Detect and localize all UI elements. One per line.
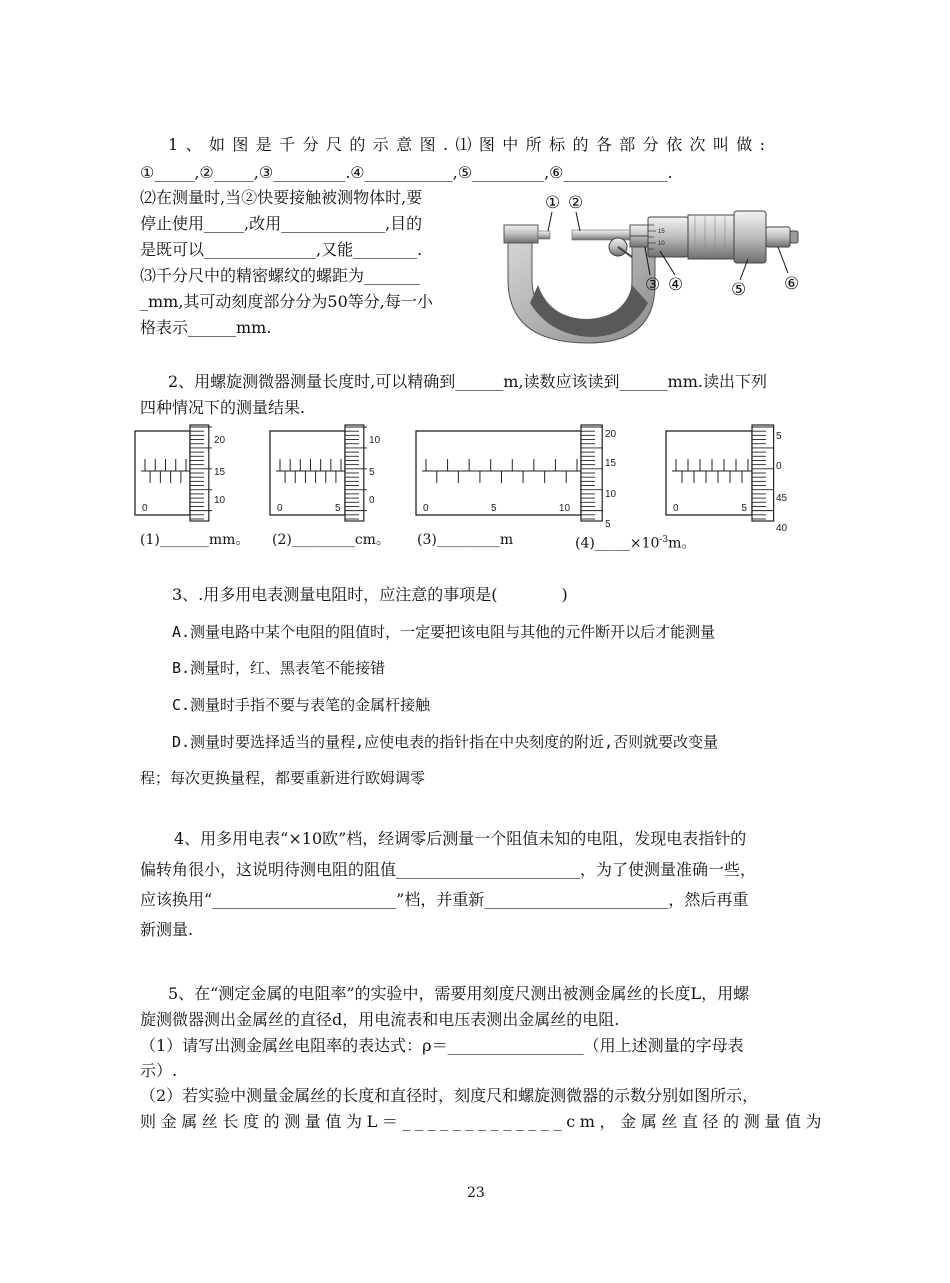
- gauge2-main-label: 0: [277, 503, 283, 514]
- q1-line5: 是既可以______________,又能________.: [140, 240, 423, 259]
- label-4: ④: [668, 275, 684, 294]
- gauge3-main-label: 10: [558, 503, 571, 514]
- q4-line3: 应该换用“_______________________”档，并重新_______________________，然后再重: [140, 890, 749, 909]
- q2-line2: 四种情况下的测量结果.: [140, 398, 306, 417]
- gauge3-unit: m: [499, 532, 514, 548]
- q5-line5: （2）若实验中测量金属丝的长度和直径时，刻度尺和螺旋测微器的示数分别如图所示，: [140, 1086, 759, 1105]
- label-6: ⑥: [784, 274, 800, 293]
- ratchet-knob: [766, 227, 790, 247]
- q3-option-d-line2: 程；每次更换量程，都要重新进行欧姆调零: [140, 769, 426, 787]
- gauge2-prefix: (2): [272, 532, 292, 548]
- q5-line2: 旋测微器测出金属丝的直径d，用电流表和电压表测出金属丝的电阻.: [140, 1010, 620, 1029]
- gauge4-exp: -3: [659, 535, 669, 545]
- gauge3-thimble-label: 5: [605, 519, 611, 530]
- gauge1-thimble-label: 10: [214, 495, 226, 506]
- gauge1-thimble-label: 20: [214, 435, 226, 446]
- q5-line3: （1）请写出测金属丝电阻率的表达式：ρ＝_________________（用上述测量的字母表: [140, 1036, 744, 1055]
- anvil: [504, 225, 538, 243]
- gauge2-blank[interactable]: _________: [291, 532, 355, 548]
- thimble-mark-15: 15: [658, 229, 665, 235]
- gauge4-sleeve: [666, 431, 752, 515]
- gauge3-thimble-label: 10: [605, 489, 617, 500]
- gauge3-thimble-label: 15: [605, 458, 617, 469]
- gauge4-main-label: 0: [673, 503, 679, 514]
- micrometer-figure: [490, 185, 815, 345]
- page-number: 23: [467, 1185, 485, 1201]
- q5-line6: 则金属丝长度的测量值为L＝_____________cm，金属丝直径的测量值为: [140, 1112, 827, 1131]
- gauge2-answer: [272, 530, 390, 550]
- gauge1-blank[interactable]: _______: [159, 532, 209, 548]
- gauge-figures: [135, 425, 815, 534]
- q1-line8: 格表示______mm.: [140, 318, 272, 337]
- gauge3-answer: [417, 530, 513, 550]
- gauge3-thimble-label: 20: [605, 429, 617, 440]
- label-3: ③: [645, 275, 661, 294]
- gauge3-prefix: (3): [417, 532, 437, 548]
- gauge4-prefix: (4): [575, 535, 595, 552]
- ratchet-nut: [734, 211, 766, 263]
- q4-line2: 偏转角很小，这说明待测电阻的阻值_______________________，为了使测量准确一些，: [140, 860, 757, 879]
- q1-line1: 1、如图是千分尺的示意图.⑴图中所标的各部分依次叫做:: [168, 135, 773, 154]
- gauge2-thimble-label: 5: [369, 467, 375, 478]
- gauge1-thimble-label: 15: [214, 467, 226, 478]
- q2-line1: 2、用螺旋测微器测量长度时,可以精确到______m,读数应该读到______mm.读出下列: [168, 372, 767, 391]
- gauge2-main-label: 5: [334, 503, 341, 514]
- q1-line2: ①_____,②_____,③_________.④___________,⑤_________,⑥_____________.: [140, 163, 673, 182]
- gauge2-thimble-label: 0: [369, 495, 375, 506]
- q1-line7: _mm,其可动刻度部分分为50等分,每一小: [140, 292, 433, 311]
- gauge1-prefix: (1): [140, 532, 160, 548]
- q5-line4: 示）.: [140, 1061, 178, 1080]
- spindle: [572, 230, 632, 240]
- gauge4-thimble-label: 5: [776, 431, 782, 442]
- thimble-mark-10: 10: [658, 241, 665, 247]
- q3-option-d-line1: D.测量时要选择适当的量程,应使电表的指针指在中央刻度的附近,否则就要改变量: [172, 733, 719, 751]
- q3-option-c: C.测量时手指不要与表笔的金属杆接触: [172, 696, 431, 714]
- gauge4-thimble-label: 45: [776, 493, 788, 504]
- q4-line1: 4、用多用电表“×10欧”档，经调零后测量一个阻值未知的电阻，发现电表指针的: [174, 829, 747, 848]
- q1-line6: ⑶千分尺中的精密螺纹的螺距为_______: [140, 266, 421, 285]
- gauge4-answer: [575, 530, 695, 554]
- gauge3-main-label: 0: [423, 503, 429, 514]
- anvil-face: [538, 231, 550, 239]
- gauge4-main-label: 5: [741, 503, 747, 514]
- q3-option-b: B.测量时，红、黑表笔不能接错: [172, 659, 386, 677]
- gauge4-unit2: m。: [668, 535, 696, 552]
- label-1: ①: [545, 193, 561, 212]
- gauge2-thimble-label: 10: [369, 435, 381, 446]
- q5-line1: 5、在“测定金属的电阻率”的实验中，需要用刻度尺测出被测金属丝的长度L，用螺: [168, 984, 750, 1003]
- gauge3-blank[interactable]: _________: [436, 532, 500, 548]
- q1-line3: ⑵在测量时,当②快要接触被测物体时,要: [140, 188, 423, 207]
- gauge3-main-label: 5: [490, 503, 497, 514]
- label-5: ⑤: [731, 280, 747, 299]
- q1-line4: 停止使用_____,改用_____________,目的: [140, 214, 423, 233]
- gauge1-answer: [140, 530, 249, 550]
- ratchet-cap: [790, 231, 798, 243]
- q3-option-a: A.测量电路中某个电阻的阻值时，一定要把该电阻与其他的元件断开以后才能测量: [172, 623, 716, 641]
- gauge1-unit: mm。: [208, 532, 250, 548]
- gauge4-unit: ×10: [629, 535, 660, 552]
- gauge3-sleeve: [416, 431, 581, 515]
- gauge1-main-label: 0: [142, 503, 148, 514]
- gauge4-thimble-label: 40: [776, 523, 788, 534]
- label-2: ②: [568, 193, 584, 212]
- q3-stem: 3、.用多用电表测量电阻时，应注意的事项是( ): [172, 585, 568, 604]
- q4-line4: 新测量.: [140, 920, 194, 939]
- gauge4-blank[interactable]: _____: [594, 535, 630, 552]
- gauge2-unit: cm。: [354, 532, 390, 548]
- gauge4-thimble-label: 0: [776, 461, 782, 472]
